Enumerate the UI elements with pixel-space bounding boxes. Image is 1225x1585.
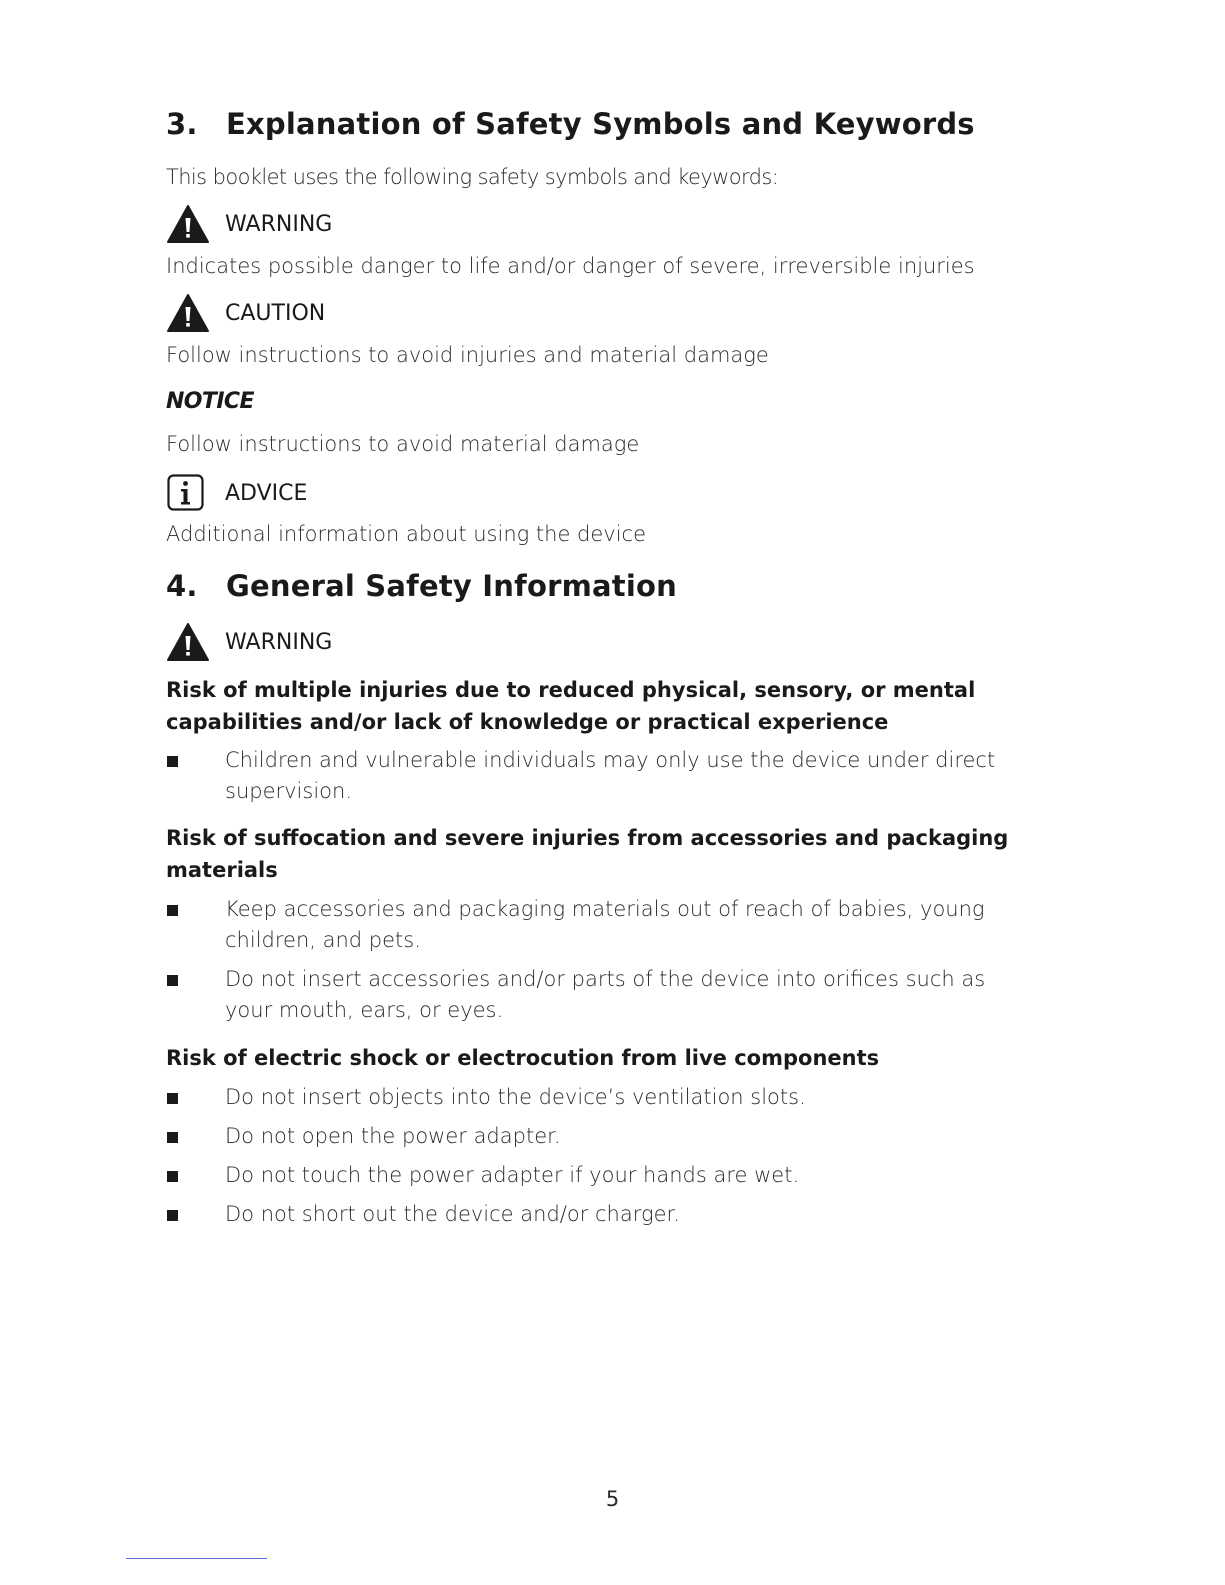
bullet-square-icon [167,1210,178,1221]
section-3-number: 3. [166,107,198,141]
warning-keyword: WARNING [225,211,333,237]
caution-keyword: CAUTION [225,300,326,326]
list-item-text: Do not short out the device and/or charger. [225,1202,680,1226]
general-warning-keyword: WARNING [225,629,333,655]
bullet-square-icon [167,1093,178,1104]
risk-heading: Risk of multiple injuries due to reduced physical, sensory, or mental capabilities and/or lack of knowledge or practical experience [166,678,976,734]
warning-triangle-icon [166,204,210,244]
section-4-title: General Safety Information [226,569,677,603]
notice-keyword: NOTICE [166,389,254,414]
info-icon [166,473,210,513]
section-4-heading [166,569,677,603]
list-item-text: Do not open the power adapter. [225,1124,561,1148]
advice-description: Additional information about using the device [166,522,647,546]
advice-symbol-row [166,473,308,513]
warning-triangle-icon [166,622,210,662]
warning-triangle-icon [166,293,210,333]
notice-description: Follow instructions to avoid material damage [166,432,640,456]
warning-symbol-row [166,204,333,244]
footer-divider [126,1558,267,1559]
caution-symbol-row [166,293,326,333]
caution-description: Follow instructions to avoid injuries and material damage [166,343,769,367]
section-3-title: Explanation of Safety Symbols and Keywords [226,107,975,141]
advice-keyword: ADVICE [225,480,308,506]
section-3-intro: This booklet uses the following safety symbols and keywords: [166,165,779,189]
section-4-number: 4. [166,569,198,603]
warning-description: Indicates possible danger to life and/or danger of severe, irreversible injuries [166,254,975,278]
list-item-text: Keep accessories and packaging materials out of reach of babies, young children, and pets. [225,897,985,952]
list-item-text: Do not insert accessories and/or parts of the device into orifices such as your mouth, ears, or eyes. [225,967,986,1022]
list-item-text: Do not insert objects into the device’s ventilation slots. [225,1085,806,1109]
list-item-text: Do not touch the power adapter if your hands are wet. [225,1163,800,1187]
risk-heading: Risk of suffocation and severe injuries from accessories and packaging materials [166,826,1009,882]
bullet-square-icon [167,1132,178,1143]
bullet-square-icon [167,905,178,916]
bullet-square-icon [167,1171,178,1182]
section-3-heading [166,107,975,141]
bullet-square-icon [167,975,178,986]
bullet-square-icon [167,756,178,767]
risk-heading: Risk of electric shock or electrocution from live components [166,1046,880,1070]
general-warning-row [166,622,333,662]
list-item-text: Children and vulnerable individuals may only use the device under direct supervision. [225,748,996,803]
page-number: 5 [605,1487,620,1511]
